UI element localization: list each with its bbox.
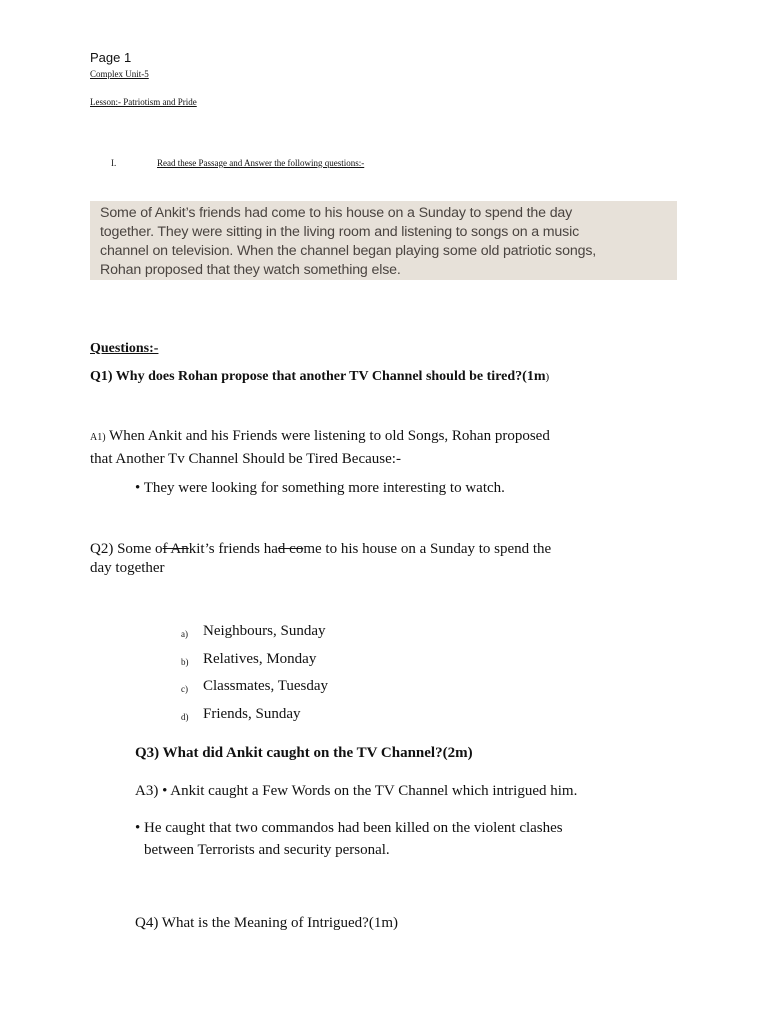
- question-2-part-e: me to his house on a Sunday to spend the: [303, 541, 552, 557]
- unit-heading: Complex Unit-5: [90, 69, 149, 79]
- option-b-text: Relatives, Monday: [203, 651, 317, 667]
- option-c-letter: c): [181, 684, 188, 694]
- questions-heading: Questions:-: [90, 341, 159, 356]
- question-3: Q3) What did Ankit caught on the TV Channel?(2m): [135, 745, 473, 761]
- option-a-text: Neighbours, Sunday: [203, 623, 326, 639]
- option-d-text: Friends, Sunday: [203, 706, 301, 722]
- answer-1-label: A1): [90, 432, 106, 443]
- question-1-tail: ): [545, 371, 550, 383]
- answer-3-line-1: A3) • Ankit caught a Few Words on the TV Channel which intrigued him.: [135, 783, 578, 799]
- question-4: Q4) What is the Meaning of Intrigued?(1m): [135, 915, 398, 931]
- answer-3-bullet-2-line-1: • He caught that two commandos had been killed on the violent clashes: [135, 820, 563, 836]
- answer-3-bullet-2-line-2: between Terrorists and security personal.: [144, 842, 390, 858]
- answer-1-line-1: [90, 428, 550, 445]
- passage-text: Some of Ankit’s friends had come to his house on a Sunday to spend the day together. They were sitting in the living room and listening to songs on a music channel on television. When the channel began playing some old patriotic songs, Rohan proposed that they watch something else.: [100, 205, 597, 278]
- option-a-letter: a): [181, 629, 188, 639]
- option-d-letter: d): [181, 712, 189, 722]
- section-number: I.: [111, 158, 117, 168]
- question-1: [90, 369, 549, 385]
- lesson-heading: Lesson:- Patriotism and Pride: [90, 97, 197, 107]
- question-2-line-1: [90, 541, 551, 558]
- page-number-label: Page 1: [90, 50, 132, 65]
- question-2-part-c: kit’s friends ha: [188, 541, 278, 557]
- answer-1-line-2: that Another Tv Channel Should be Tired Because:-: [90, 451, 401, 467]
- option-c-text: Classmates, Tuesday: [203, 678, 329, 694]
- option-b-letter: b): [181, 657, 189, 667]
- question-2-struck-b: d co: [277, 541, 304, 557]
- passage-image: [90, 201, 677, 280]
- answer-1-bullet: • They were looking for something more interesting to watch.: [135, 480, 505, 496]
- question-2-struck-a: f An: [162, 541, 189, 557]
- section-instruction: Read these Passage and Answer the following questions:-: [157, 158, 365, 168]
- question-2-line-2: day together: [90, 560, 165, 576]
- question-2-part-a: Q2) Some o: [90, 541, 163, 557]
- question-1-text: Q1) Why does Rohan propose that another TV Channel should be tired?(1m: [90, 369, 546, 384]
- answer-1-text: When Ankit and his Friends were listening to old Songs, Rohan proposed: [105, 428, 550, 444]
